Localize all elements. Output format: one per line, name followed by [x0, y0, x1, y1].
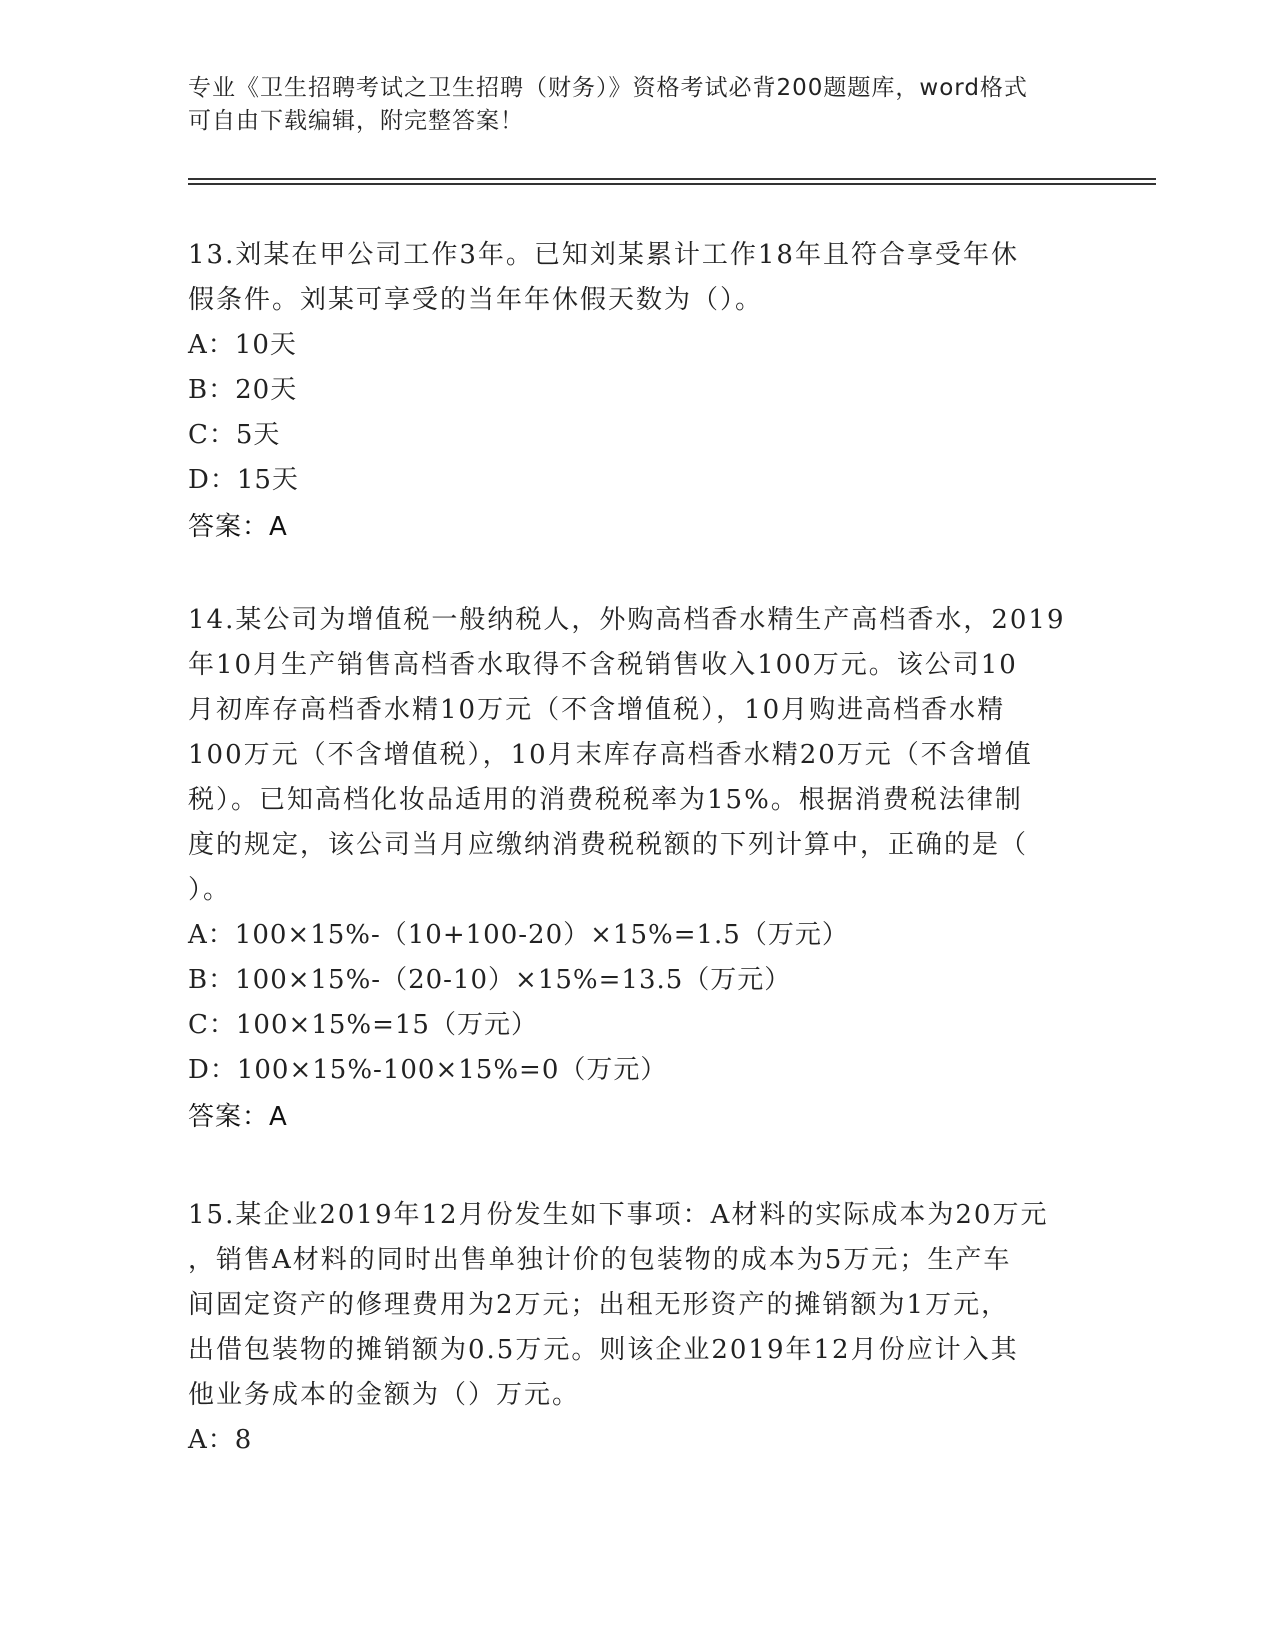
question-text-line: 度的规定，该公司当月应缴纳消费税税额的下列计算中，正确的是（	[188, 830, 1029, 860]
question-15	[188, 1193, 1088, 1463]
header-line-1: 专业《卫生招聘考试之卫生招聘（财务）》资格考试必背200题题库，word格式	[188, 75, 1028, 101]
question-text-line: ）。	[188, 875, 232, 905]
option-c: C：100×15%=15（万元）	[188, 1010, 538, 1040]
option-a: A：8	[188, 1425, 253, 1455]
question-text-line: 15.某企业2019年12月份发生如下事项：A材料的实际成本为20万元	[188, 1200, 1049, 1230]
question-text-line: 年10月生产销售高档香水取得不含税销售收入100万元。该公司10	[188, 650, 1018, 680]
question-13	[188, 233, 1088, 551]
question-text-line: 100万元（不含增值税），10月末库存高档香水精20万元（不含增值	[188, 740, 1033, 770]
option-d: D：15天	[188, 465, 299, 495]
question-text-line: 税）。已知高档化妆品适用的消费税税率为15%。根据消费税法律制	[188, 785, 1023, 815]
option-d: D：100×15%-100×15%=0（万元）	[188, 1055, 668, 1085]
option-b: B：100×15%-（20-10）×15%=13.5（万元）	[188, 965, 792, 995]
option-c: C：5天	[188, 420, 281, 450]
option-a: A：10天	[188, 330, 297, 360]
header-divider-top	[188, 178, 1156, 180]
option-a: A：100×15%-（10+100-20）×15%=1.5（万元）	[188, 920, 849, 950]
question-text-line: 13.刘某在甲公司工作3年。已知刘某累计工作18年且符合享受年休	[188, 240, 1019, 270]
question-text-line: 他业务成本的金额为（）万元。	[188, 1380, 581, 1410]
option-b: B：20天	[188, 375, 298, 405]
document-header	[188, 72, 1088, 138]
question-text-line: 14.某公司为增值税一般纳税人，外购高档香水精生产高档香水，2019	[188, 605, 1066, 635]
question-14	[188, 598, 1088, 1141]
answer-label: 答案：A	[188, 512, 288, 542]
header-divider-bottom	[188, 183, 1156, 185]
question-text-line: 假条件。刘某可享受的当年年休假天数为（）。	[188, 285, 764, 315]
question-text-line: 出借包装物的摊销额为0.5万元。则该企业2019年12月份应计入其	[188, 1335, 1019, 1365]
answer-label: 答案：A	[188, 1102, 288, 1132]
question-text-line: 月初库存高档香水精10万元（不含增值税），10月购进高档香水精	[188, 695, 1006, 725]
question-text-line: ，销售A材料的同时出售单独计价的包装物的成本为5万元；生产车	[188, 1245, 1012, 1275]
header-line-2: 可自由下载编辑，附完整答案！	[188, 108, 524, 134]
question-text-line: 间固定资产的修理费用为2万元；出租无形资产的摊销额为1万元，	[188, 1290, 1010, 1320]
